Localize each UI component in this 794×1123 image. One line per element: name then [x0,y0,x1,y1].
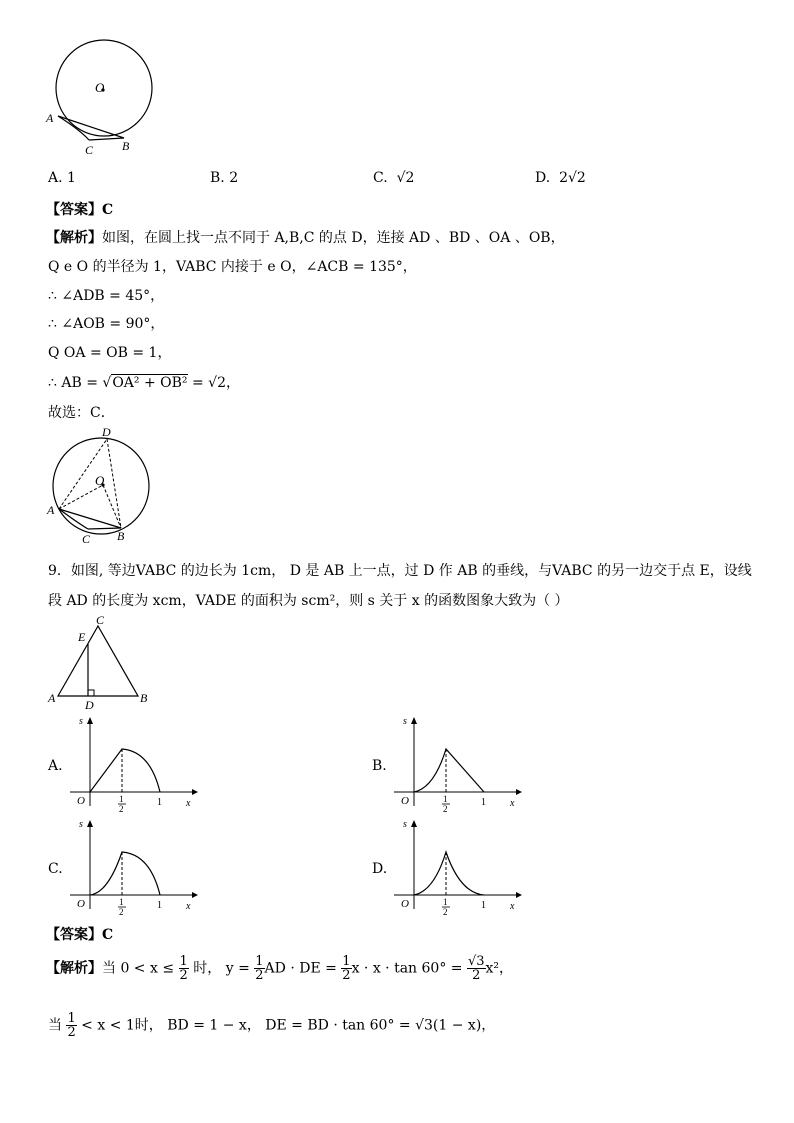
tri-label-a: A [48,691,56,705]
answer-q8: 【答案】C [46,202,114,218]
eq1-c: x · x · tan 60° = [351,960,467,977]
x-axis-label: x [186,798,191,809]
option-c [373,170,414,186]
option-d-value: 2√2 [559,170,586,186]
tick-one-label: 1 [481,900,486,911]
x-axis-label: x [186,901,191,912]
frac-half-4 [66,1012,76,1039]
label-b: B [122,139,130,153]
y-axis-arrow [87,717,93,724]
y-axis-label: s [79,716,83,727]
cond1-a: 当 0 < x ≤ [102,960,179,977]
frac-half-3 [341,955,351,982]
function-curve [414,749,484,792]
tick-half-den: 2 [443,804,448,812]
q9-line2: 段 AD 的长度为 xcm，VADE 的面积为 scm²，则 s 关于 x 的函数图象大致为（ ） [48,593,569,609]
analysis-q8-line7: 故选：C． [48,405,115,421]
graph-option-a-label: A. [48,758,63,774]
tick-half-num: 1 [119,794,124,804]
frac-den: 2 [67,1025,76,1040]
y-axis-arrow [411,717,417,724]
eq1-d: x²， [485,960,514,977]
frac-num: √3 [467,954,485,969]
label-a2: A [47,503,55,517]
graph-d [386,815,526,915]
option-c-value: √2 [396,170,415,186]
analysis-q9-line2 [48,1012,495,1039]
frac-half-2 [254,955,264,982]
frac-num: 1 [67,1011,76,1026]
frac-den: 2 [255,968,264,983]
tick-one-label: 1 [157,900,162,911]
tick-half-den: 2 [443,907,448,915]
origin-label: O [401,795,409,807]
cond2-b: < x < 1时， BD = 1 − x， DE = BD · tan 60° = √3(1 − x)， [76,1017,496,1034]
tick-half-num: 1 [119,897,124,907]
analysis-q9-line1 [46,955,513,982]
function-curve [90,749,160,792]
frac-sqrt3-half [467,955,486,982]
graph-option-d-label: D. [372,861,388,877]
tick-one-label: 1 [157,797,162,808]
frac-den: 2 [472,968,481,983]
analysis-q8-line3: ∴ ∠ADB = 45°， [48,288,165,304]
label-d: D [102,425,111,439]
analysis-q8-line6: ∴ AB = √OA² + OB² = √2， [48,375,240,391]
label-b2: B [117,529,125,543]
ab-radicand: OA² + OB² [112,375,188,391]
option-d-prefix: D. [535,170,551,186]
tick-one-label: 1 [481,797,486,808]
y-axis-label: s [79,819,83,830]
label-o: O [95,80,105,95]
analysis-text: 如图，在圆上找一点不同于 A,B,C 的点 D，连接 AD 、BD 、OA 、OB， [102,230,565,246]
function-curve [90,852,160,895]
y-axis-arrow [411,820,417,827]
tri-label-d: D [85,698,94,712]
analysis-q8-line5: Q OA = OB = 1， [48,345,172,361]
graph-b [386,712,526,812]
x-axis-arrow [192,789,198,795]
graph-c [62,815,202,915]
eq1-b: AD · DE = [264,960,342,977]
circle-figure-top [40,30,170,160]
cond1-b: 时， [188,960,222,977]
label-a: A [46,111,54,125]
analysis-q8-line1 [46,227,565,247]
option-b: B. 2 [210,170,239,186]
frac-half-1 [179,955,189,982]
origin-label: O [77,898,85,910]
x-axis-arrow [192,892,198,898]
option-a: A. 1 [48,170,76,186]
option-d [535,170,586,186]
x-axis-label: x [510,901,515,912]
x-axis-arrow [516,789,522,795]
y-axis-label: s [403,819,407,830]
origin-label: O [77,795,85,807]
answer-q9: 【答案】C [46,927,114,943]
tri-label-b: B [140,691,148,705]
function-curve [414,852,484,895]
cond2-a: 当 [48,1017,67,1034]
tri-label-c: C [96,613,105,627]
y-axis-label: s [403,716,407,727]
frac-num: 1 [255,954,264,969]
circle-figure-mid [40,425,160,550]
ab-result: = √2， [187,375,240,391]
frac-num: 1 [342,954,351,969]
tick-half-den: 2 [119,907,124,915]
graph-option-b-label: B. [372,758,387,774]
x-axis-arrow [516,892,522,898]
y-axis-arrow [87,820,93,827]
x-axis-label: x [510,798,515,809]
tick-half-num: 1 [443,897,448,907]
tick-half-den: 2 [119,804,124,812]
graph-option-c-label: C. [48,861,63,877]
label-o2: O [95,473,105,488]
graph-a [62,712,202,812]
analysis-q8-line4: ∴ ∠AOB = 90°， [48,316,165,332]
frac-den: 2 [342,968,351,983]
analysis-tag: 【解析】 [46,230,102,246]
ab-prefix: ∴ AB = [48,375,103,391]
label-c: C [85,143,94,157]
analysis-q9-tag: 【解析】 [46,960,102,977]
frac-num: 1 [179,954,188,969]
frac-den: 2 [179,968,188,983]
triangle-figure [40,612,160,712]
origin-label: O [401,898,409,910]
tri-label-e: E [78,630,86,644]
label-c2: C [82,532,91,546]
q9-line1: 9．如图, 等边VABC 的边长为 1cm， D 是 AB 上一点，过 D 作 AB 的垂线，与VABC 的另一边交于点 E，设线 [48,563,752,579]
option-c-prefix: C. [373,170,388,186]
tick-half-num: 1 [443,794,448,804]
eq1-a: y = [225,960,255,977]
analysis-q8-line2: Q e O 的半径为 1，VABC 内接于 e O，∠ACB = 135°， [48,259,417,275]
